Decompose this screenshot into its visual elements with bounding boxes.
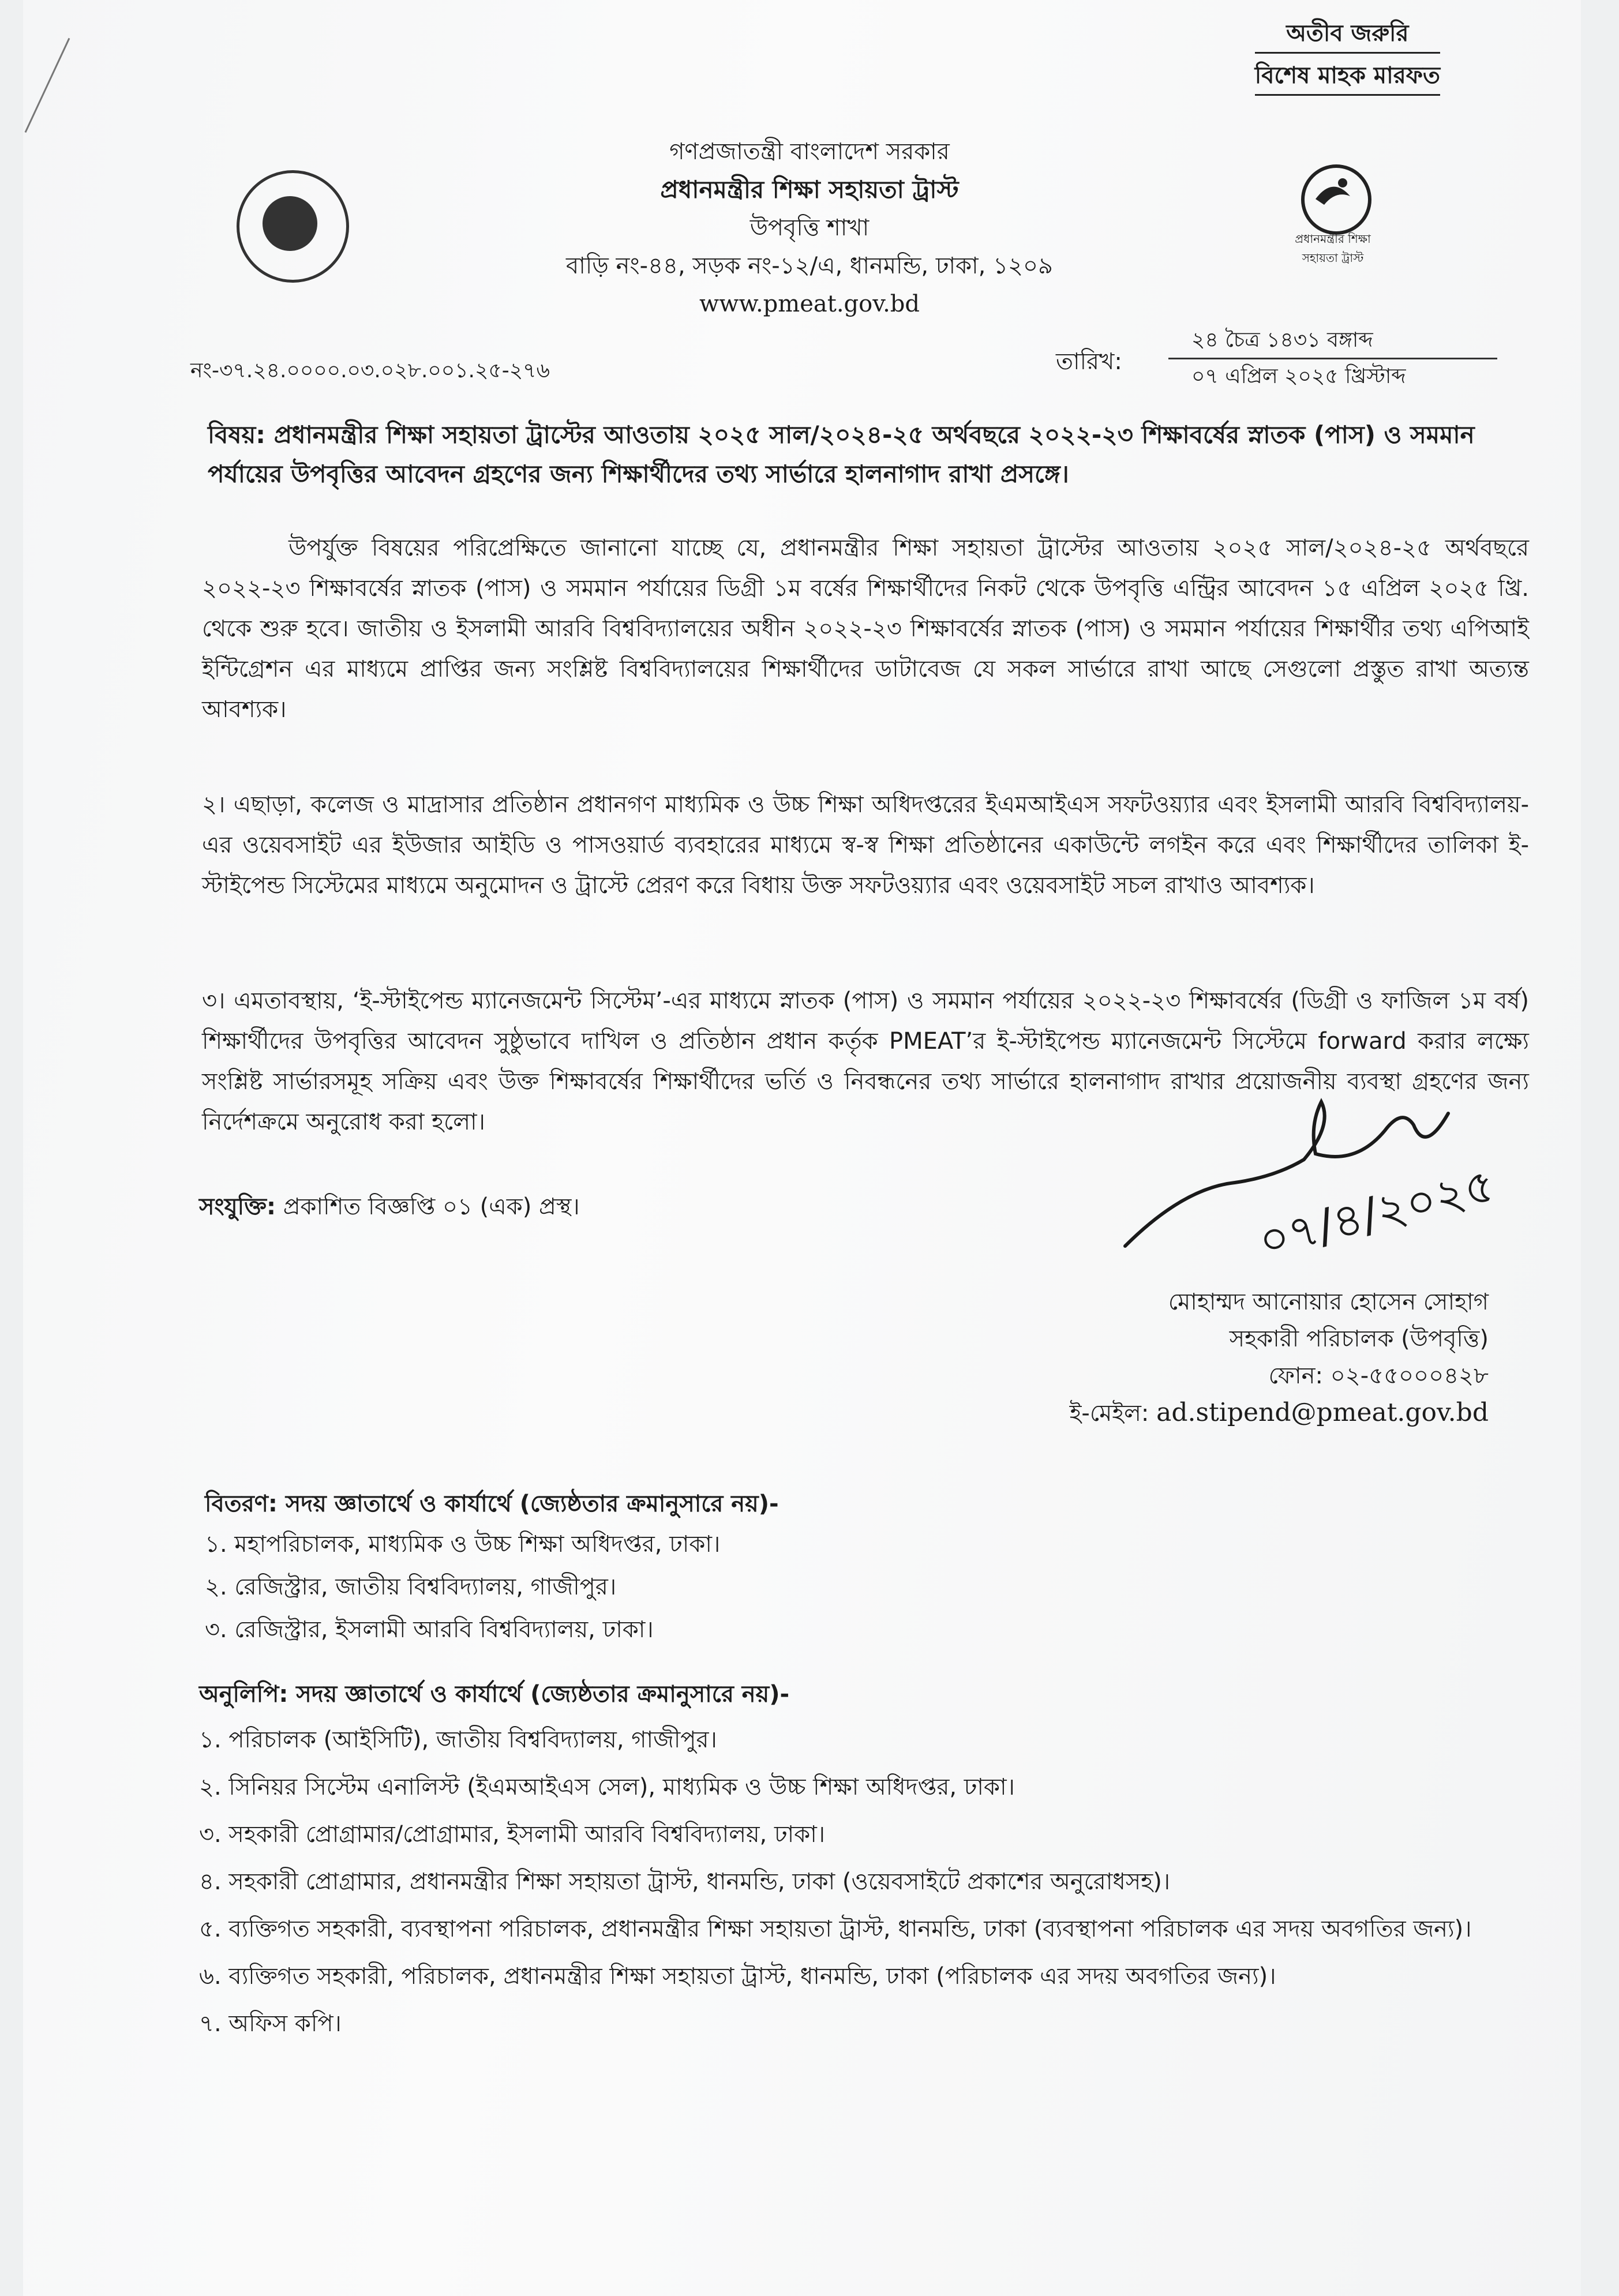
address: বাড়ি নং-৪৪, সড়ক নং-১২/এ, ধানমন্ডি, ঢাকা, ১২০৯ (565, 253, 1054, 279)
pmeat-logo-label: প্রধানমন্ত্রীর শিক্ষা সহায়তা ট্রাস্ট (1295, 232, 1371, 265)
distribution-list (205, 1523, 720, 1651)
urgency-line-2: বিশেষ মাহক মারফত (1255, 57, 1440, 96)
branch-name: উপবৃত্তি শাখা (749, 215, 870, 241)
website-link[interactable]: www.pmeat.gov.bd (699, 291, 920, 317)
signer-block (981, 1284, 1489, 1432)
distribution-heading: বিতরণ: সদয় জ্ঞাতার্থে ও কার্যার্থে (জ্যেষ্ঠতার ক্রমানুসারে নয়)- (205, 1491, 779, 1517)
attachment-label: সংযুক্তি: (199, 1194, 276, 1220)
signer-phone: ফোন: ০২-৫৫০০০৪২৮ (1268, 1363, 1489, 1389)
list-item: ২. সিনিয়র সিস্টেম এনালিস্ট (ইএমআইএস সেল), মাধ্যমিক ও উচ্চ শিক্ষা অধিদপ্তর, ঢাকা। (199, 1774, 1015, 1800)
urgency-note (1255, 15, 1440, 99)
list-item: ৪. সহকারী প্রোগ্রামার, প্রধানমন্ত্রীর শিক্ষা সহায়তা ট্রাস্ট, ধানমন্ডি, ঢাকা (ওয়েবসাইটে প্রকাশের অনুরোধসহ)। (199, 1869, 1171, 1895)
paragraph-2: ২। এছাড়া, কলেজ ও মাদ্রাসার প্রতিষ্ঠান প্রধানগণ মাধ্যমিক ও উচ্চ শিক্ষা অধিদপ্তরের ইএমআইএস সফটওয়্যার এবং ইসলামী আরবি বিশ্ববিদ্যালয়-এর ওয়েবসাইট এর ইউজার আইডি ও পাসওয়ার্ড ব্যবহারের মাধ্যমে স্ব-স্ব শিক্ষা প্রতিষ্ঠানের একাউন্টে লগইন করে এবং শিক্ষার্থীদের তালিকা ই-স্টাইপেন্ড সিস্টেমের মাধ্যমে অনুমোদন ও ট্রাস্টে প্রেরণ করে বিধায় উক্ত সফটওয়্যার এবং ওয়েবসাইট সচল রাখাও আবশ্যক। (202, 791, 1529, 899)
date-bangla: ২৪ চৈত্র ১৪৩১ বঙ্গাব্দ (1168, 323, 1497, 359)
email-label: ই-মেইল: (1069, 1400, 1149, 1427)
list-item: ৬. ব্যক্তিগত সহকারী, পরিচালক, প্রধানমন্ত্রীর শিক্ষা সহায়তা ট্রাস্ট, ধানমন্ডি, ঢাকা (পরিচালক এর সদয় অবগতির জন্য)। (199, 1963, 1276, 1990)
paragraph-3: ৩। এমতাবস্থায়, ‘ই-স্টাইপেন্ড ম্যানেজমেন্ট সিস্টেম’-এর মাধ্যমে স্নাতক (পাস) ও সমমান পর্যায়ের ২০২২-২৩ শিক্ষাবর্ষের (ডিগ্রী ও ফাজিল ১ম বর্ষ) শিক্ষার্থীদের উপবৃত্তির আবেদন সুষ্ঠুভাবে দাখিল ও প্রতিষ্ঠান প্রধান কর্তৃক PMEAT’র ই-স্টাইপেন্ড ম্যানেজমেন্ট সিস্টেমে forward করার লক্ষ্যে সংশ্লিষ্ট সার্ভারসমূহ সক্রিয় এবং উক্ত শিক্ষাবর্ষের শিক্ষার্থীদের ভর্তি ও নিবন্ধনের তথ্য সার্ভারে হালনাগাদ রাখার প্রয়োজনীয় ব্যবস্থা গ্রহণের জন্য নির্দেশক্রমে অনুরোধ করা হলো। (202, 988, 1529, 1135)
date-label: তারিখ: (1056, 348, 1122, 375)
urgency-line-1: অতীব জরুরি (1255, 15, 1440, 54)
handwritten-date: ০৭/৪/২০২৫ (1253, 1158, 1500, 1269)
signer-email (981, 1394, 1489, 1432)
government-name: গণপ্রজাতন্ত্রী বাংলাদেশ সরকার (669, 138, 950, 165)
signer-designation: সহকারী পরিচালক (উপবৃত্তি) (1229, 1326, 1489, 1352)
email-link[interactable]: ad.stipend@pmeat.gov.bd (1156, 1398, 1489, 1427)
list-item: ২. রেজিস্ট্রার, জাতীয় বিশ্ববিদ্যালয়, গাজীপুর। (205, 1574, 617, 1600)
letterhead (0, 133, 1619, 323)
list-item: ৩. রেজিস্ট্রার, ইসলামী আরবি বিশ্ববিদ্যালয়, ঢাকা। (205, 1616, 654, 1643)
list-item: ৩. সহকারী প্রোগ্রামার/প্রোগ্রামার, ইসলামী আরবি বিশ্ববিদ্যালয়, ঢাকা। (199, 1821, 826, 1848)
list-item: ১. মহাপরিচালক, মাধ্যমিক ও উচ্চ শিক্ষা অধিদপ্তর, ঢাকা। (205, 1531, 721, 1558)
subject-line: বিষয়: প্রধানমন্ত্রীর শিক্ষা সহায়তা ট্রাস্টের আওতায় ২০২৫ সাল/২০২৪-২৫ অর্থবছরে ২০২২-২৩ শিক্ষাবর্ষের স্নাতক (পাস) ও সমমান পর্যায়ের উপবৃত্তির আবেদন গ্রহণের জন্য শিক্ষার্থীদের তথ্য সার্ভারে হালনাগাদ রাখা প্রসঙ্গে। (208, 421, 1475, 488)
date-block (1168, 323, 1497, 394)
attachment-text: প্রকাশিত বিজ্ঞপ্তি ০১ (এক) প্রস্থ। (283, 1194, 580, 1220)
copies-heading: অনুলিপি: সদয় জ্ঞাতার্থে ও কার্যার্থে (জ্যেষ্ঠতার ক্রমানুসারে নয়)- (199, 1681, 790, 1708)
copies-list (199, 1716, 1555, 2047)
signer-name: মোহাম্মদ আনোয়ার হোসেন সোহাগ (1168, 1289, 1489, 1315)
list-item: ১. পরিচালক (আইসিটি), জাতীয় বিশ্ববিদ্যালয়, গাজীপুর। (199, 1727, 717, 1753)
handwritten-signature-icon (1114, 1090, 1529, 1281)
date-gregorian: ০৭ এপ্রিল ২০২৫ খ্রিস্টাব্দ (1191, 365, 1406, 388)
attachment-note (199, 1188, 580, 1227)
organization-name: প্রধানমন্ত্রীর শিক্ষা সহায়তা ট্রাস্ট (660, 175, 959, 204)
list-item: ৭. অফিস কপি। (199, 2010, 342, 2037)
list-item: ৫. ব্যক্তিগত সহকারী, ব্যবস্থাপনা পরিচালক, প্রধানমন্ত্রীর শিক্ষা সহায়তা ট্রাস্ট, ধানমন্ডি, ঢাকা (ব্যবস্থাপনা পরিচালক এর সদয় অবগতির জন্য)। (199, 1916, 1472, 1942)
reference-number: নং-৩৭.২৪.০০০০.০৩.০২৮.০০১.২৫-২৭৬ (190, 359, 550, 382)
paragraph-1: উপর্যুক্ত বিষয়ের পরিপ্রেক্ষিতে জানানো যাচ্ছে যে, প্রধানমন্ত্রীর শিক্ষা সহায়তা ট্রাস্টের আওতায় ২০২৫ সাল/২০২৪-২৫ অর্থবছরে ২০২২-২৩ শিক্ষাবর্ষের স্নাতক (পাস) ও সমমান পর্যায়ের ডিগ্রী ১ম বর্ষের শিক্ষার্থীদের নিকট থেকে উপবৃত্তি এন্ট্রির আবেদন ১৫ এপ্রিল ২০২৫ খ্রি. থেকে শুরু হবে। জাতীয় ও ইসলামী আরবি বিশ্ববিদ্যালয়ের অধীন ২০২২-২৩ শিক্ষাবর্ষের স্নাতক (পাস) ও সমমান পর্যায়ের শিক্ষার্থীর তথ্য এপিআই ইন্টিগ্রেশন এর মাধ্যমে প্রাপ্তির জন্য সংশ্লিষ্ট বিশ্ববিদ্যালয়ের শিক্ষার্থীদের ডাটাবেজ যে সকল সার্ভারে রাখা আছে সেগুলো প্রস্তুত রাখা অত্যন্ত আবশ্যক। (202, 535, 1529, 723)
